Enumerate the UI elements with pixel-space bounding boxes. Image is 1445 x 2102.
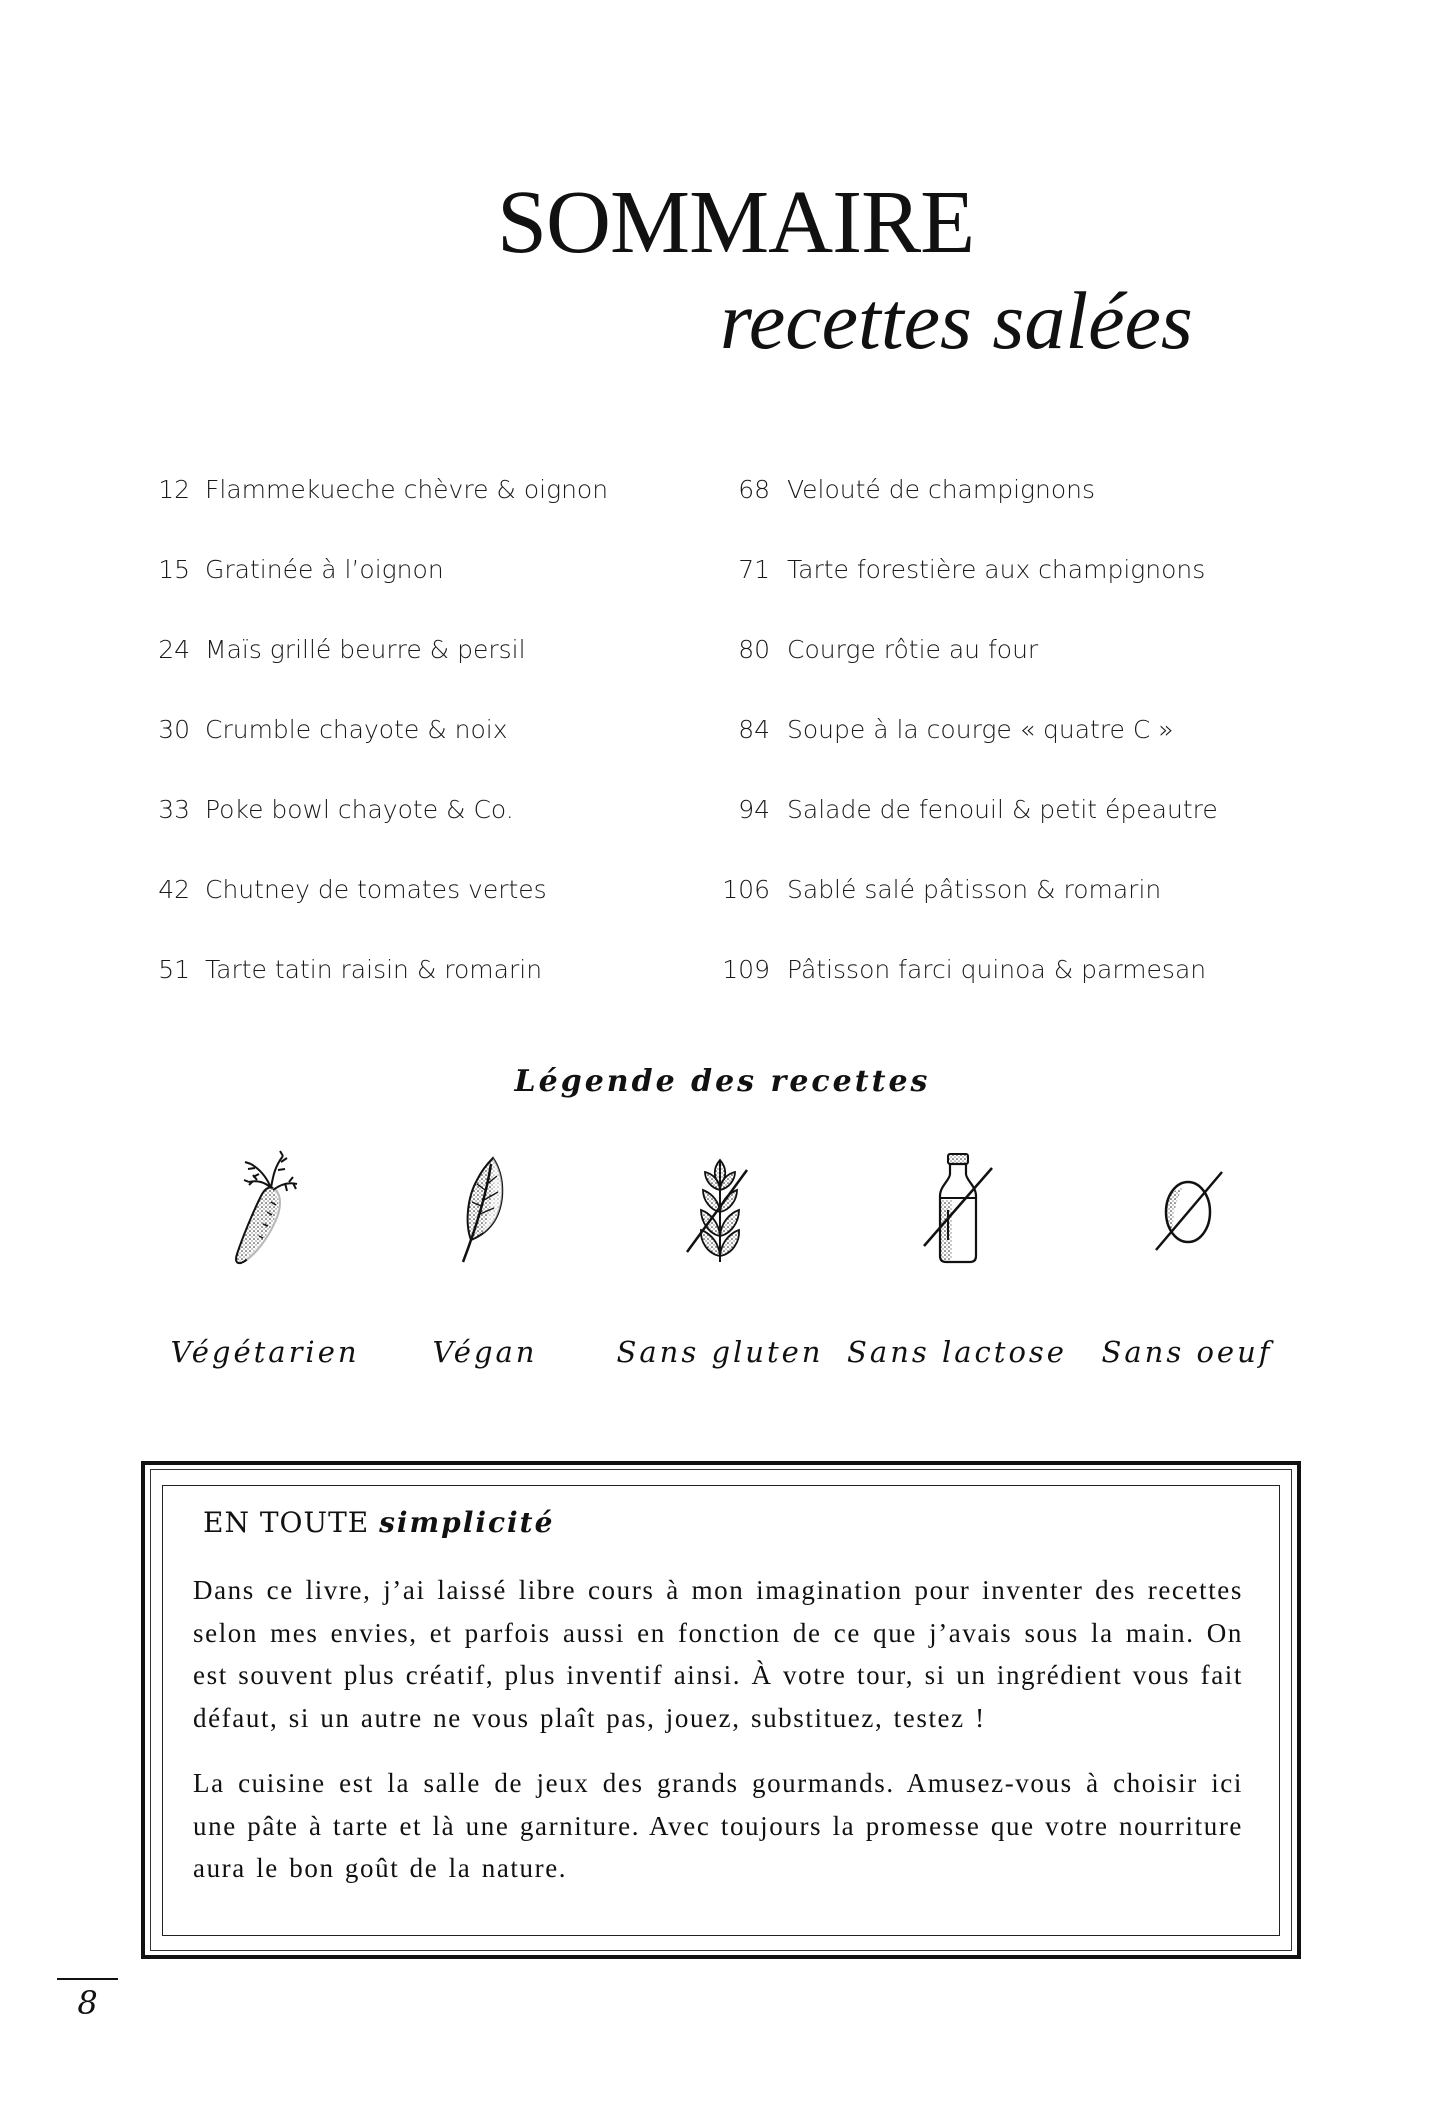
toc-page-number: 80 [738,635,770,664]
egg-crossed-icon [1142,1150,1232,1270]
toc-page-number: 68 [738,475,770,504]
toc-entry-title: Soupe à la courge « quatre C » [787,715,1174,744]
carrot-icon [225,1150,305,1270]
legend-label: Sans gluten [616,1335,824,1369]
toc-entry-title: Salade de fenouil & petit épeautre [787,795,1218,824]
toc-entry-title: Sablé salé pâtisson & romarin [787,875,1162,904]
toc-page-number: 12 [158,475,190,504]
legend-item-egg-free [1077,1150,1297,1390]
toc-page-number: 106 [722,875,770,904]
toc-entry-title: Courge rôtie au four [787,635,1039,664]
toc-page-number: 109 [722,955,770,984]
box-paragraph: Dans ce livre, j’ai laissé libre cours à mon imagination pour inventer des recettes selon mes envies, et parfois aussi en fonction de ce que j’avais sous la main. On est souvent plus créatif, plus inventif ainsi. À votre tour, si un ingrédient vous fait défaut, si un autre ne vous plaît pas, jouez, substituez, testez ! [193,1575,1243,1733]
legend-item-vegan [375,1150,595,1390]
box-title [203,1506,554,1539]
box-title-plain: EN TOUTE [203,1506,370,1539]
toc-entry-title: Gratinée à l’oignon [205,555,444,584]
legend-label: Sans lactose [847,1335,1067,1369]
toc-page-number: 15 [158,555,190,584]
legend-label: Végétarien [170,1335,360,1369]
page-title: SOMMAIRE [497,173,975,272]
toc-entry-title: Velouté de champignons [787,475,1096,504]
legend-label: Sans oeuf [1101,1335,1273,1369]
toc-page-number: 71 [738,555,770,584]
toc-page-number: 42 [158,875,190,904]
toc-entry-title: Tarte tatin raisin & romarin [205,955,543,984]
toc-entry-title: Pâtisson farci quinoa & parmesan [787,955,1207,984]
toc-entry-title: Poke bowl chayote & Co. [205,795,514,824]
toc-entry-title: Crumble chayote & noix [205,715,508,744]
toc-page-number: 24 [158,635,190,664]
toc-entry-title: Tarte forestière aux champignons [787,555,1206,584]
page-number: 8 [77,1984,98,2022]
box-title-emphasis: simplicité [379,1506,555,1539]
leaf-icon [445,1150,525,1270]
legend-label: Végan [432,1335,538,1369]
toc-page-number: 33 [158,795,190,824]
toc-page-number: 30 [158,715,190,744]
box-paragraph: La cuisine est la salle de jeux des grands gourmands. Amusez-vous à choisir ici une pâte à tarte et là une garniture. Avec toujours la promesse que votre nourriture aura le bon goût de la nature. [193,1768,1243,1883]
page-number-rule [57,1978,118,1980]
toc-entry-title: Flammekueche chèvre & oignon [205,475,609,504]
toc-entry-title: Maïs grillé beurre & persil [205,635,526,664]
toc-page-number: 84 [738,715,770,744]
legend-item-vegetarian [155,1150,375,1390]
wheat-crossed-icon [675,1150,765,1270]
toc-page-number: 51 [158,955,190,984]
legend-title: Légende des recettes [514,1064,931,1099]
milk-bottle-crossed-icon [912,1150,1002,1270]
toc-entry-title: Chutney de tomates vertes [205,875,547,904]
legend-item-gluten-free [610,1150,830,1390]
toc-page-number: 94 [738,795,770,824]
page-subtitle: recettes salées [720,275,1193,366]
legend-item-lactose-free [847,1150,1067,1390]
